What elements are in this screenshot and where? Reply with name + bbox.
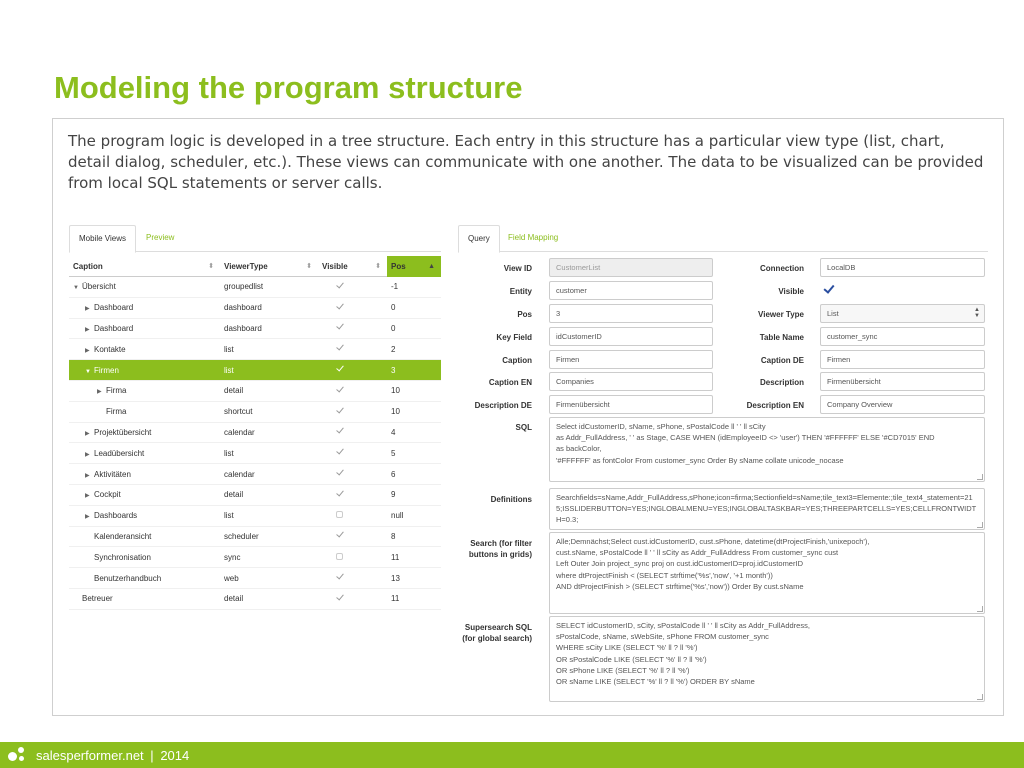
view-id-field: CustomerList	[549, 258, 713, 277]
row-caption: ▶ Dashboard	[85, 323, 134, 333]
row-pos: 10	[391, 407, 400, 417]
key-field-label: Key Field	[496, 333, 532, 342]
row-visible	[318, 573, 387, 583]
code-line: Left Outer Join project_sync proj on cust.idCustomerID=proj.idCustomerID	[556, 559, 803, 569]
row-viewertype: sync	[224, 552, 241, 562]
row-visible	[318, 469, 387, 479]
header-viewertype[interactable]: ViewerType ⬍	[220, 256, 318, 277]
caption-de-field[interactable]: Firmen	[820, 350, 985, 369]
table-row[interactable]	[69, 360, 441, 381]
row-pos: 10	[391, 386, 400, 396]
resize-grip-icon[interactable]	[977, 522, 983, 528]
row-caption: ▶ Firma	[97, 386, 127, 396]
viewer-type-select[interactable]: List ▲ ▼	[820, 304, 985, 323]
row-visible	[318, 282, 387, 292]
code-line: '#FFFFFF' as fontColor From customer_sync Order By sName collate unicode_nocase	[556, 455, 844, 465]
code-line: OR sPhone LIKE (SELECT '%' ll ? ll '%')	[556, 665, 690, 675]
row-viewertype: dashboard	[224, 323, 262, 333]
row-caption: Firma	[106, 407, 127, 417]
description-de-field[interactable]: Firmenübersicht	[549, 395, 713, 414]
row-caption: ▼ Firmen	[85, 365, 119, 375]
viewer-type-label: Viewer Type	[758, 310, 804, 319]
code-line: where dtProjectFinish < (SELECT strftime('%s','now', '+1 month'))	[556, 570, 773, 580]
row-caption: ▼ Übersicht	[73, 282, 116, 292]
code-line: as Addr_FullAddress, ' ' as Stage, CASE WHEN (idEmployeeID <> 'user') THEN '#FFFFFF' ELSE '#CD7015' END	[556, 433, 935, 443]
check-icon[interactable]	[336, 282, 344, 290]
row-caption: Synchronisation	[94, 552, 151, 562]
row-viewertype: list	[224, 448, 234, 458]
left-tabs	[69, 225, 441, 252]
header-caption[interactable]: Caption ⬍	[69, 256, 220, 277]
table-row[interactable]	[69, 527, 441, 548]
code-line: WHERE sCity LIKE (SELECT '%' ll ? ll '%')	[556, 643, 698, 653]
code-line: cust.sName, sPostalCode ll ' ' ll sCity as Addr_FullAddress From customer_sync cust	[556, 548, 839, 558]
row-pos: 2	[391, 344, 396, 354]
check-icon[interactable]	[336, 365, 344, 373]
unchecked-box-icon[interactable]	[336, 511, 343, 518]
row-viewertype: scheduler	[224, 531, 259, 541]
footer-bar	[0, 742, 1024, 768]
definitions-label: Definitions	[490, 495, 532, 504]
row-pos: 13	[391, 573, 400, 583]
row-viewertype: list	[224, 511, 234, 521]
expand-right-icon[interactable]: ▶	[85, 347, 90, 354]
query-panel	[458, 225, 988, 687]
right-tabs	[458, 225, 988, 252]
table-row[interactable]	[69, 443, 441, 464]
expand-right-icon[interactable]: ▶	[85, 430, 90, 437]
row-viewertype: shortcut	[224, 407, 253, 417]
visible-label: Visible	[778, 287, 804, 296]
row-caption: Benutzerhandbuch	[94, 573, 162, 583]
resize-grip-icon[interactable]	[977, 474, 983, 480]
row-viewertype: detail	[224, 386, 244, 396]
expand-right-icon[interactable]: ▶	[85, 493, 90, 500]
code-line: Alle;Demnächst;Select cust.idCustomerID, cust.sPhone, datetime(dtProjectFinish,'unixepoch'),	[556, 537, 870, 546]
code-line: AND dtProjectFinish > (SELECT strftime('%s','now')) Order By cust.sName	[556, 581, 804, 591]
description-en-field[interactable]: Company Overview	[820, 395, 985, 414]
row-pos: 4	[391, 427, 396, 437]
expand-right-icon[interactable]: ▶	[97, 389, 102, 396]
row-viewertype: detail	[224, 490, 244, 500]
view-id-label: View ID	[503, 264, 532, 273]
row-visible	[318, 531, 387, 541]
row-caption: ▶ Cockpit	[85, 490, 121, 500]
row-visible	[318, 448, 387, 458]
sort-icon: ⬍	[375, 262, 381, 270]
table-row[interactable]	[69, 485, 441, 506]
table-row[interactable]	[69, 298, 441, 319]
description-field[interactable]: Firmenübersicht	[820, 372, 985, 391]
check-icon[interactable]	[336, 594, 344, 602]
header-visible[interactable]: Visible ⬍	[318, 256, 387, 277]
table-name-field[interactable]: customer_sync	[820, 327, 985, 346]
entity-label: Entity	[509, 287, 532, 296]
content-box	[52, 118, 1004, 716]
tab-mobile-views[interactable]: Mobile Views	[69, 225, 136, 253]
expand-right-icon[interactable]: ▶	[85, 451, 90, 458]
pos-label: Pos	[517, 310, 532, 319]
row-caption: ▶ Projektübersicht	[85, 427, 152, 437]
row-caption: Kalenderansicht	[94, 531, 152, 541]
visible-checkbox[interactable]	[824, 285, 834, 295]
entity-field[interactable]: customer	[549, 281, 713, 300]
table-name-label: Table Name	[759, 333, 804, 342]
check-icon[interactable]	[336, 490, 344, 498]
views-grid	[69, 256, 441, 610]
table-row[interactable]	[69, 339, 441, 360]
code-line: SELECT idCustomerID, sCity, sPostalCode ll ' ' ll sCity as Addr_FullAddress,	[556, 621, 810, 630]
row-visible	[318, 427, 387, 437]
check-icon[interactable]	[336, 344, 344, 352]
sort-icon: ⬍	[208, 262, 214, 270]
supersearch-label: Supersearch SQL (for global search)	[462, 623, 532, 643]
table-row[interactable]	[69, 464, 441, 485]
description-de-label: Description DE	[474, 401, 532, 410]
description-label: Description	[759, 378, 804, 387]
row-pos: 11	[391, 552, 400, 562]
row-pos: 8	[391, 531, 396, 541]
row-pos: -1	[391, 282, 399, 292]
connection-label: Connection	[760, 264, 804, 273]
salesperformer-logo-icon	[8, 746, 28, 764]
row-viewertype: calendar	[224, 469, 255, 479]
row-viewertype: list	[224, 344, 234, 354]
row-pos: 0	[391, 303, 396, 313]
search-label: Search (for filter buttons in grids)	[468, 539, 532, 559]
table-row[interactable]	[69, 423, 441, 444]
row-caption: ▶ Dashboard	[85, 303, 134, 313]
row-viewertype: detail	[224, 594, 244, 604]
page-title: Modeling the program structure	[54, 70, 523, 105]
caption-field[interactable]: Firmen	[549, 350, 713, 369]
grid-body	[69, 277, 441, 610]
check-icon[interactable]	[336, 303, 344, 311]
table-row[interactable]	[69, 506, 441, 527]
row-visible	[318, 407, 387, 417]
table-row[interactable]	[69, 319, 441, 340]
row-caption: Betreuer	[82, 594, 113, 604]
caption-en-label: Caption EN	[488, 378, 532, 387]
grid-header	[69, 256, 441, 277]
row-visible	[318, 594, 387, 604]
resize-grip-icon[interactable]	[977, 606, 983, 612]
caption-de-label: Caption DE	[760, 356, 804, 365]
code-line: OR sName LIKE (SELECT '%' ll ? ll '%') ORDER BY sName	[556, 677, 755, 687]
expand-right-icon[interactable]: ▶	[85, 514, 90, 521]
row-visible	[318, 386, 387, 396]
table-row[interactable]	[69, 568, 441, 589]
check-icon[interactable]	[336, 573, 344, 581]
row-visible	[318, 511, 387, 520]
row-caption: ▶ Kontakte	[85, 344, 126, 354]
table-row[interactable]	[69, 381, 441, 402]
check-icon[interactable]	[336, 427, 344, 435]
key-field-input[interactable]: idCustomerID	[549, 327, 713, 346]
tab-preview[interactable]: Preview	[146, 233, 175, 242]
description-en-label: Description EN	[746, 401, 804, 410]
check-icon[interactable]	[336, 448, 344, 456]
sql-label: SQL	[515, 423, 532, 432]
row-pos: 6	[391, 469, 396, 479]
table-row[interactable]	[69, 402, 441, 423]
row-pos: 11	[391, 594, 400, 604]
caption-en-field[interactable]: Companies	[549, 372, 713, 391]
row-visible	[318, 490, 387, 500]
row-pos: 0	[391, 323, 396, 333]
resize-grip-icon[interactable]	[977, 694, 983, 700]
check-icon[interactable]	[336, 323, 344, 331]
connection-field[interactable]: LocalDB	[820, 258, 985, 277]
row-caption: ▶ Dashboards	[85, 511, 138, 521]
code-line: OR sPostalCode LIKE (SELECT '%' ll ? ll '%')	[556, 654, 707, 664]
row-visible	[318, 303, 387, 313]
row-pos: 5	[391, 448, 396, 458]
row-caption: ▶ Aktivitäten	[85, 469, 131, 479]
row-viewertype: list	[224, 365, 234, 375]
expand-right-icon[interactable]: ▶	[85, 472, 90, 479]
table-row[interactable]	[69, 277, 441, 298]
caption-label: Caption	[502, 356, 532, 365]
unchecked-box-icon[interactable]	[336, 553, 343, 560]
row-caption: ▶ Leadübersicht	[85, 448, 145, 458]
check-icon[interactable]	[336, 407, 344, 415]
pos-field[interactable]: 3	[549, 304, 713, 323]
intro-text: The program logic is developed in a tree structure. Each entry in this structure has a particular view type (list, chart, detail dialog, scheduler, etc.). These views can communicate with one another. The data to be visualized can be provided from local SQL statements or server calls.	[68, 132, 984, 192]
code-line: as backColor,	[556, 444, 602, 454]
search-textarea[interactable]	[549, 532, 985, 614]
expand-down-icon[interactable]: ▼	[85, 368, 91, 375]
expand-right-icon[interactable]: ▶	[85, 306, 90, 313]
table-row[interactable]	[69, 589, 441, 610]
footer-brand: salesperformer.net | 2014	[36, 748, 190, 763]
table-row[interactable]	[69, 547, 441, 568]
mobile-views-panel	[69, 225, 441, 610]
expand-right-icon[interactable]: ▶	[85, 326, 90, 333]
header-pos[interactable]: Pos ▲	[387, 256, 441, 277]
row-visible	[318, 365, 387, 375]
expand-down-icon[interactable]: ▼	[73, 285, 79, 292]
sort-asc-icon: ▲	[428, 262, 435, 270]
tab-field-mapping[interactable]: Field Mapping	[508, 233, 559, 242]
row-pos: null	[391, 511, 404, 521]
row-pos: 9	[391, 490, 396, 500]
code-line: Select idCustomerID, sName, sPhone, sPostalCode ll ' ' ll sCity	[556, 422, 766, 431]
sort-icon: ⬍	[306, 262, 312, 270]
definitions-textarea[interactable]: Searchfields=sName,Addr_FullAddress,sPhone;icon=firma;Sectionfield=sName;tile_text3=Elemente:;tile_text4_statement=215;ISSLIDERBUTTON=YES;INGLOBALMENU=YES;INGLOBALTASKBAR=YES;THREEPARTCELLS=YES;CELLFRONTWIDTH=0.3;	[549, 488, 985, 530]
tab-query[interactable]: Query	[458, 225, 500, 253]
check-icon[interactable]	[336, 469, 344, 477]
row-viewertype: groupedlist	[224, 282, 264, 292]
check-icon[interactable]	[336, 531, 344, 539]
row-visible	[318, 553, 387, 562]
row-viewertype: calendar	[224, 427, 255, 437]
supersearch-textarea[interactable]	[549, 616, 985, 702]
sql-textarea[interactable]	[549, 417, 985, 482]
row-viewertype: dashboard	[224, 303, 262, 313]
code-line: sPostalCode, sName, sWebSite, sPhone FROM customer_sync	[556, 632, 769, 642]
row-viewertype: web	[224, 573, 239, 583]
row-visible	[318, 344, 387, 354]
select-arrows-icon: ▲ ▼	[974, 307, 980, 319]
row-pos: 3	[391, 365, 396, 375]
row-visible	[318, 323, 387, 333]
check-icon[interactable]	[336, 386, 344, 394]
